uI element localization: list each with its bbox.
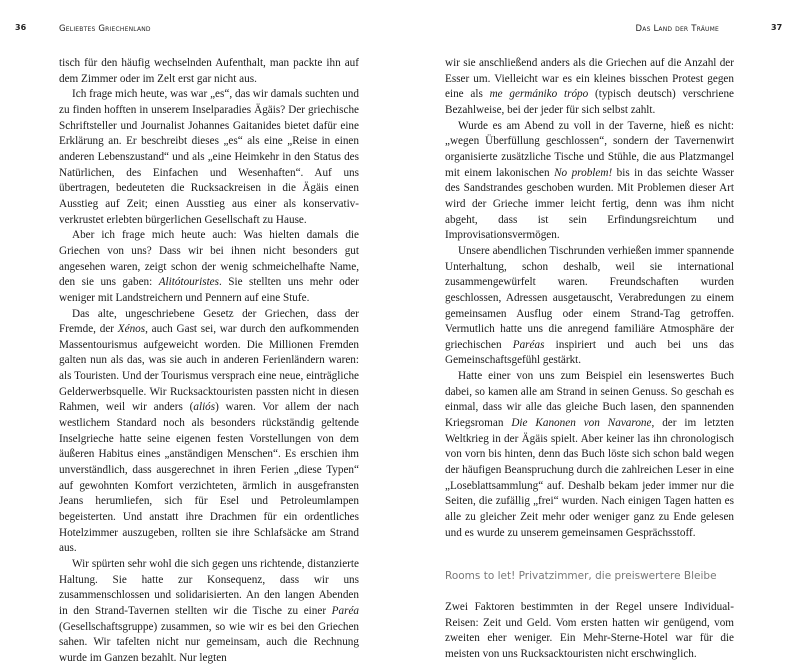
italic-term: Xénos bbox=[117, 323, 146, 336]
italic-term: No problem! bbox=[554, 166, 613, 179]
italic-term: Alitótouristes bbox=[158, 276, 219, 289]
italic-term: me germániko trópo bbox=[489, 88, 589, 101]
paragraph bbox=[445, 119, 734, 244]
text-run: Ich frage mich heute, was war „es“, das wir damals suchten und zu finden hofften in unserem Inselparadies Ägäis? Der griechische Schriftsteller und Journalist Johannes Gaitanides bietet dafür eine Erklärung an. Er beschreibt dieses „es“ als eine „Reise in einen anderen Lebenszustand“ und als „eine Heimkehr in den Status des Natürlichen, des Einfachen und Wesenhaften“. Auf uns übertragen, bedeuteten die Rucksackreisen in die Ägäis einen Ausstieg auf Zeit; einen Ausstieg aus einer als konservativ-verkrustet erlebten bürgerlichen Gesellschaft zu Hause. bbox=[59, 88, 359, 226]
text-run: tisch für den häufig wechselnden Aufenthalt, man packte ihn auf dem Zimmer oder im Zelt erst gar nicht aus. bbox=[59, 57, 359, 85]
running-head: Das Land der Träume bbox=[635, 24, 719, 34]
paragraph bbox=[445, 369, 734, 541]
italic-term: aliós bbox=[193, 401, 216, 414]
paragraph bbox=[59, 87, 359, 228]
text-run: ) waren. Vor allem der nach westlichem Standard noch als besonders rückständig geltende Inselgrieche hatte seine eigenen festen Vorstellungen von dem äußeren Habitus eines „anständigen Menschen“. Es erschien ihm unverständlich, dass ausgerechnet in ihren Ferien „diese Typen“ auf gewohnten Komfort verzichteten, ärmlich in ausgefransten Jeans herumliefen, sich für Esel und Petroleumlampen begeisterten. Und anstatt ihre Drachmen für ein ordentliches Hotelzimmer auszugeben, rollten sie ihre Schlafsäcke am Strand aus. bbox=[59, 401, 359, 555]
text-run: , auch Gast sei, war durch den aufkommenden Massentourismus aufgeweicht worden. Die Millionen Fremden galten nun als das, was sie auch in anderen Ferienländern waren: als Touristen. Und der Tourismus versprach eine neue, einträgliche Gelderwerbsquelle. Wir Rucksacktouristen passten nicht in diesen Rahmen, weil wir anders ( bbox=[59, 323, 359, 414]
text-run: (typisch deutsch) verschriene Bezahlweise, bei der jeder für sich selbst zahlt. bbox=[445, 88, 735, 116]
paragraph bbox=[445, 56, 734, 119]
section-heading: Rooms to let! Privatzimmer, die preiswertere Bleibe bbox=[445, 570, 717, 583]
text-run: Zwei Faktoren bestimmten in der Regel unsere Individual-Reisen: Zeit und Geld. Vom ersten hatten wir genügend, vom zweiten eher weniger. Ein Mehr-Sterne-Hotel war für die meisten von uns Rucksacktouristen nicht erschwinglich. bbox=[445, 601, 734, 660]
text-run: , der im letzten Weltkrieg in der Ägäis spielt. Aber keiner las ihn chronologisch von vorn bis hinten, denn das Buch löste sich schon bald wegen der häufigen Beanspruchung durch die zahlreichen Leser in eine „Loseblattsammlung“ auf. Deshalb bekam jeder immer nur die Seiten, die zufällig „frei“ wurden. Nach einigen Tagen hatten es alle zu gleicher Zeit mehr oder weniger ganz zu Ende gelesen und es wurde zu unserem gemeinsamen Gesprächsstoff. bbox=[445, 417, 734, 539]
text-run: Wir spürten sehr wohl die sich gegen uns richtende, distanzierte Haltung. Sie hatte zur Konsequenz, dass wir uns zusammenschlossen und solidarisierten. An den langen Abenden in den Strand-Tavernen stellten wir die Tische zu einer bbox=[59, 558, 359, 617]
text-run: . Sie stellten uns mehr oder weniger mit Landstreichern und Pennern auf eine Stufe. bbox=[59, 276, 359, 304]
body-text bbox=[445, 56, 734, 663]
text-run: Das alte, ungeschriebene Gesetz der Griechen, dass der Fremde, der bbox=[59, 307, 359, 336]
text-run: wir sie anschließend anders als die Griechen auf die Anzahl der Esser um. Vielleicht war es ein kleines bisschen Protest gegen eine als bbox=[445, 57, 734, 101]
text-run: Hatte einer von uns zum Beispiel ein lesenswertes Buch dabei, so kamen alle am Strand in seinen Genuss. So geschah es einmal, dass wir alle das gleiche Buch lasen, den spannenden Kriegsroman bbox=[445, 370, 734, 430]
paragraph bbox=[59, 307, 359, 558]
paragraph bbox=[59, 557, 359, 667]
running-head: Geliebtes Griechenland bbox=[59, 24, 151, 34]
left-page bbox=[0, 0, 397, 664]
page-number: 36 bbox=[15, 23, 27, 32]
text-run: Wurde es am Abend zu voll in der Taverne, hieß es nicht: „wegen Überfüllung geschlossen“, sondern der Tavernenwirt organisierte zusätzliche Tische und Stühle, die aus Platzmangel mit einem lakonischen bbox=[445, 119, 734, 179]
paragraph bbox=[445, 600, 734, 663]
paragraph bbox=[445, 244, 734, 369]
text-run: (Gesellschaftsgruppe) zusammen, so wie wir es bei den Griechen sahen. Wir tafelten nicht nur gemeinsam, auch die Rechnung wurde im Ganzen bezahlt. Nur legten bbox=[59, 620, 359, 664]
paragraph-group bbox=[445, 56, 734, 541]
right-page bbox=[397, 0, 794, 660]
body-text bbox=[59, 56, 359, 667]
page-number: 37 bbox=[771, 23, 783, 32]
paragraph bbox=[59, 228, 359, 306]
italic-term: Paréas bbox=[512, 338, 545, 351]
italic-term: Die Kanonen von Navarone bbox=[511, 417, 652, 430]
section-paragraph-group bbox=[445, 600, 734, 663]
text-run: Unsere abendlichen Tischrunden verhießen immer spannende Unterhaltung, schon deshalb, weil sie international zusammengewürfelt waren. Freundschaften wurden geschlossen, Adressen ausgetauscht, Verabredungen zu einem gemeinsamen Ausflug oder einem Strand-Tag getroffen. Vermutlich hatte uns die anregend familiäre Atmosphäre der griechischen bbox=[445, 244, 734, 351]
text-run: bis in das seichte Wasser des Sandstrandes geschoben wurden. Mit Problemen dieser Art wird der Grieche immer leicht fertig, denn was ihm nicht abgeht, dass ist sein Erfindungsreichtum und Improvisationsvermögen. bbox=[445, 166, 734, 242]
text-run: Aber ich frage mich heute auch: Was hielten damals die Griechen von uns? Dass wir bei ihnen nicht besonders gut angesehen waren, zeigt schon der wenig schmeichelhafte Name, den sie uns gaben: bbox=[59, 229, 359, 289]
paragraph bbox=[59, 56, 359, 87]
text-run: inspiriert und auch bei uns das Gemeinschaftsgefühl gestärkt. bbox=[445, 338, 734, 367]
italic-term: Paréa bbox=[331, 604, 359, 617]
